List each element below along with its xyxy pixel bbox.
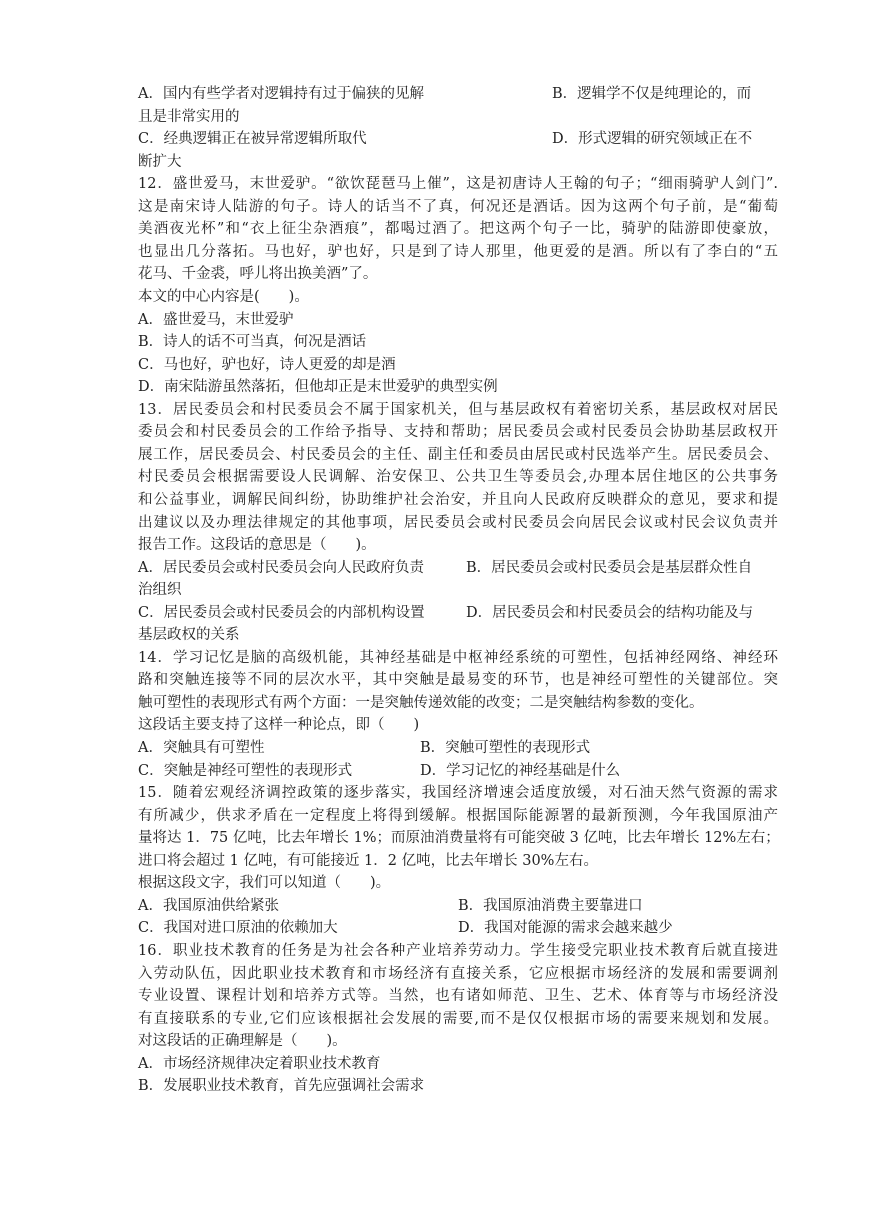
text-line: D．南宋陆游虽然落拓，但他却正是末世爱驴的典型实例 [138,379,498,396]
text-line: 路和突触连接等不同的层次水平，其中突触是最易变的环节，也是神经可塑性的关键部位。突 [138,672,778,689]
text-line: 展工作，居民委员会、村民委员会的主任、副主任和委员由居民或村民选举产生。居民委员会、 [138,446,778,463]
text-line: 有所减少，供求矛盾在一定程度上将得到缓解。根据国际能源署的最新预测，今年我国原油产 [138,807,778,824]
text-line: B．发展职业技术教育，首先应强调社会需求 [138,1078,425,1095]
text-line: C．马也好，驴也好，诗人更爱的却是酒 [138,356,396,373]
text-line [138,129,778,149]
text-line: 报告工作。这段话的意思是（ )。 [138,537,376,553]
text-line: 且是非常实用的 [138,108,240,125]
text-line [138,558,778,578]
text-line [138,603,778,623]
text-line: 14．学习记忆是脑的高级机能，其神经基础是中枢神经系统的可塑性，包括神经网络、神经环 [138,649,778,666]
option-right: B．居民委员会或村民委员会是基层群众性自 [466,559,753,576]
text-line: 村民委员会根据需要设人民调解、治安保卫、公共卫生等委员会,办理本居住地区的公共事务 [138,469,778,486]
text-line [138,918,778,938]
option-right: B．逻辑学不仅是纯理论的，而 [552,86,752,102]
text-line: 美酒夜光杯”和“衣上征尘杂酒痕”，都喝过酒了。把这两个句子一比，骑驴的陆游即使豪放， [138,221,778,238]
option-left: C．我国对进口原油的依赖加大 [138,920,338,937]
text-line: 入劳动队伍，因此职业技术教育和市场经济有直接关系，它应根据市场经济的发展和需要调剂 [138,965,778,982]
option-left: A．突触具有可塑性 [138,740,265,756]
option-left: C．居民委员会或村民委员会的内部机构设置 [138,604,425,621]
text-line: 对这段话的正确理解是（ )。 [138,1033,347,1050]
option-left: A．国内有些学者对逻辑持有过于偏狭的见解 [138,86,424,102]
option-right: D．我国对能源的需求会越来越少 [458,920,673,937]
text-line: A．市场经济规律决定着职业技术教育 [138,1055,381,1072]
text-line: 这段话主要支持了这样一种论点，即（ ) [138,717,420,734]
text-line: 和公益事业，调解民间纠纷，协助维护社会治安，并且向人民政府反映群众的意见，要求和提 [138,491,778,508]
text-line: 花马、千金裘，呼儿将出换美酒”了。 [138,266,378,283]
option-left: A．我国原油供给紧张 [138,897,279,914]
text-line: B．诗人的话不可当真，何况是酒话 [138,334,367,351]
option-right: B．我国原油消费主要靠进口 [458,897,643,914]
option-right: B．突触可塑性的表现形式 [420,740,591,756]
text-line: 本文的中心内容是( )。 [138,289,309,305]
text-line [138,896,778,916]
text-line: 基层政权的关系 [138,627,240,644]
text-line: 这是南宋诗人陆游的句子。诗人的话当不了真，何况还是酒话。因为这两个句子前，是“葡萄 [138,198,778,215]
option-left: A．居民委员会或村民委员会向人民政府负责 [138,559,424,576]
text-line [138,738,778,758]
text-line: 量将达 1．75 亿吨，比去年增长 1%；而原油消费量将有可能突破 3 亿吨，比去年增长 12%左右； [138,830,780,847]
text-line: A．盛世爱马，末世爱驴 [138,311,294,328]
text-line: 委员会和村民委员会的工作给予指导、支持和帮助；居民委员会或村民委员会协助基层政权开 [138,424,778,441]
text-line: 13．居民委员会和村民委员会不属于国家机关，但与基层政权有着密切关系，基层政权对居民 [138,401,778,418]
text-line [138,761,778,781]
text-line: 断扩大 [138,153,182,170]
option-left: C．经典逻辑正在被异常逻辑所取代 [138,131,367,148]
text-line: 出建议以及办理法律规定的其他事项，居民委员会或村民委员会向居民会议或村民会议负责并 [138,514,778,531]
text-line: 也显出几分落拓。马也好，驴也好，只是到了诗人那里，他更爱的是酒。所以有了李白的“五 [138,243,778,260]
text-line: 根据这段文字，我们可以知道（ )。 [138,875,391,892]
option-right: D．居民委员会和村民委员会的结构功能及与 [466,604,754,621]
text-line [138,84,778,104]
option-right: D．学习记忆的神经基础是什么 [420,762,621,779]
text-line: 15．随着宏观经济调控政策的逐步落实，我国经济增速会适度放缓，对石油天然气资源的需求 [138,785,778,802]
text-line: 16．职业技术教育的任务是为社会各种产业培养劳动力。学生接受完职业技术教育后就直接进 [138,942,778,959]
text-line: 治组织 [138,582,182,599]
text-line: 触可塑性的表现形式有两个方面：一是突触传递效能的改变；二是突触结构参数的变化。 [138,694,704,711]
text-line: 12．盛世爱马，末世爱驴。“欲饮琵琶马上催”，这是初唐诗人王翰的句子；“细雨骑驴人剑门”. [138,176,778,193]
option-left: C．突触是神经可塑性的表现形式 [138,762,353,779]
text-line: 专业设置、课程计划和培养方式等。当然，也有诸如师范、卫生、艺术、体育等与市场经济没 [138,988,778,1004]
option-right: D．形式逻辑的研究领域正在不 [552,131,753,148]
text-line: 进口将会超过 1 亿吨，有可能接近 1．2 亿吨，比去年增长 30%左右。 [138,852,598,869]
text-line: 有直接联系的专业,它们应该根据社会发展的需要,而不是仅仅根据市场的需要来规划和发展。 [138,1010,778,1027]
